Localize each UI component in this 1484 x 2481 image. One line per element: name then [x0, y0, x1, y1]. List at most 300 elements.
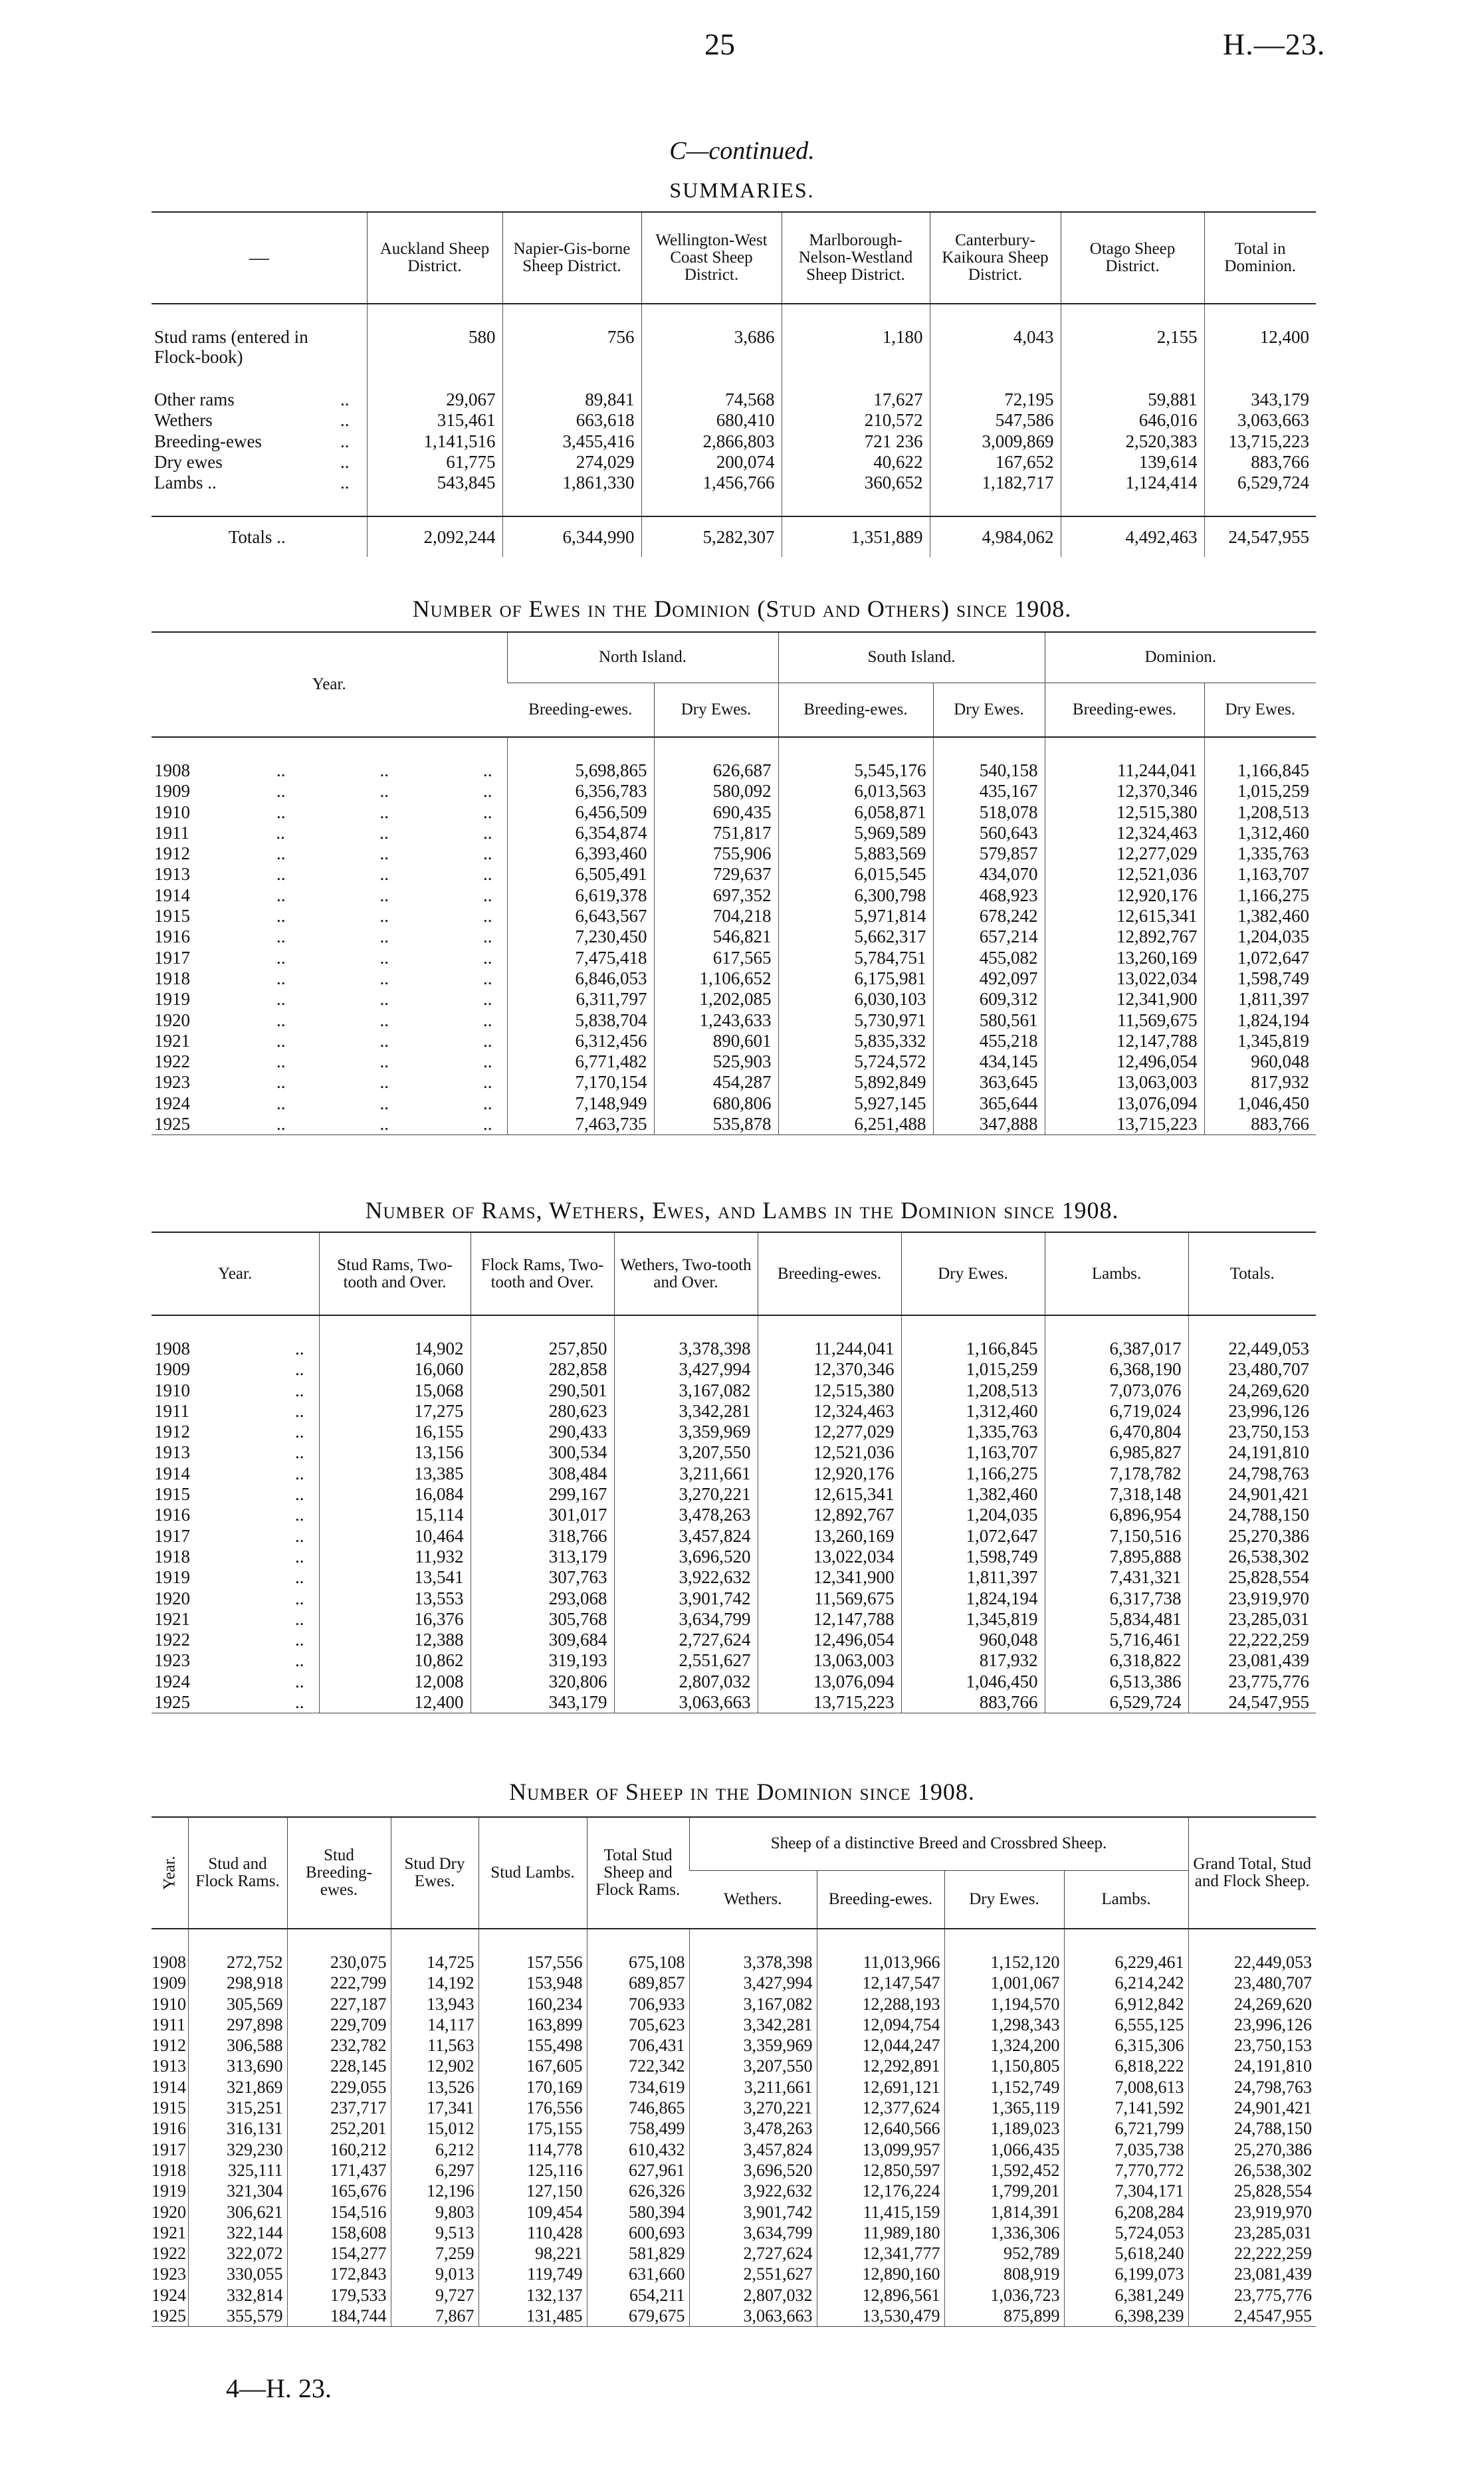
- value-cell: 59,881: [1061, 389, 1204, 410]
- table-row: [152, 760, 1316, 781]
- value-cell: 72,195: [930, 389, 1061, 410]
- value-cell: 468,923: [933, 885, 1045, 906]
- value-cell: 12,691,121: [817, 2077, 944, 2098]
- value-cell: 3,427,994: [689, 1973, 817, 1993]
- value-cell: 12,044,247: [817, 2035, 944, 2056]
- value-cell: 167,652: [930, 452, 1061, 473]
- value-cell: 17,275: [319, 1401, 471, 1422]
- value-cell: 1,163,707: [901, 1442, 1045, 1463]
- year-cell: [152, 1609, 319, 1630]
- value-cell: 5,834,481: [1045, 1609, 1188, 1630]
- value-cell: 704,218: [654, 906, 778, 926]
- value-cell: 22,449,053: [1188, 1952, 1316, 1973]
- leader-dots: ..: [340, 410, 350, 431]
- empty-cell: [1188, 1929, 1316, 1952]
- year-cell: [152, 1339, 319, 1359]
- ewes-table: [152, 631, 1316, 1135]
- value-cell: 6,985,827: [1045, 1442, 1188, 1463]
- leader-dots: ..: [483, 760, 492, 780]
- total-cell: 4,492,463: [1061, 516, 1204, 557]
- value-cell: 6,229,461: [1064, 1952, 1188, 1973]
- value-cell: 6,818,222: [1064, 2056, 1188, 2076]
- value-cell: 316,131: [188, 2118, 287, 2139]
- value-cell: 3,342,281: [614, 1401, 758, 1422]
- year-cell: [152, 2181, 188, 2201]
- value-cell: 3,211,661: [689, 2077, 817, 2098]
- value-cell: 6,387,017: [1045, 1339, 1188, 1359]
- value-cell: 2,727,624: [689, 2243, 817, 2264]
- leader-dots: ..: [483, 885, 492, 905]
- empty-cell: [152, 1315, 319, 1339]
- leader-dots: ..: [295, 1608, 304, 1629]
- value-cell: 321,304: [188, 2181, 287, 2201]
- value-cell: 24,269,620: [1188, 1380, 1316, 1401]
- value-cell: 12,515,380: [758, 1380, 901, 1401]
- empty-cell: [1188, 1315, 1316, 1339]
- empty-cell: [778, 737, 933, 760]
- value-cell: 179,533: [287, 2285, 391, 2306]
- value-cell: 1,814,391: [944, 2202, 1064, 2222]
- value-cell: 23,919,970: [1188, 2202, 1316, 2222]
- value-cell: 61,775: [367, 452, 502, 473]
- value-cell: 132,137: [478, 2285, 587, 2306]
- leader-dots: ..: [379, 822, 389, 843]
- value-cell: 3,378,398: [689, 1952, 817, 1973]
- value-cell: 14,902: [319, 1339, 471, 1359]
- leader-dots: ..: [295, 1380, 304, 1400]
- value-cell: 329,230: [188, 2139, 287, 2160]
- leader-dots: ..: [295, 1692, 304, 1713]
- value-cell: 755,906: [654, 843, 778, 864]
- value-cell: 1,036,723: [944, 2285, 1064, 2306]
- empty-cell: [502, 493, 641, 516]
- table-row: [152, 823, 1316, 843]
- value-cell: 11,415,159: [817, 2202, 944, 2222]
- value-cell: 1,598,749: [901, 1547, 1045, 1567]
- leader-dots: ..: [379, 989, 389, 1010]
- value-cell: 690,435: [654, 802, 778, 823]
- sub-header: Breeding-ewes.: [507, 683, 654, 737]
- year-header: Year.: [152, 632, 507, 737]
- year-label: 1918: [154, 1546, 190, 1566]
- value-cell: 960,048: [901, 1630, 1045, 1650]
- leader-dots: ..: [276, 1072, 286, 1093]
- value-cell: 12,902: [391, 2056, 478, 2076]
- value-cell: 10,464: [319, 1526, 471, 1547]
- empty-cell: [367, 304, 502, 327]
- value-cell: 680,806: [654, 1093, 778, 1114]
- value-cell: 6,212: [391, 2139, 478, 2160]
- leader-dots: ..: [379, 781, 389, 802]
- leader-dots: ..: [379, 947, 389, 968]
- value-cell: 347,888: [933, 1114, 1045, 1135]
- col-header: Marlborough-Nelson-Westland Sheep District.: [782, 212, 930, 304]
- value-cell: 11,013,966: [817, 1952, 944, 1973]
- value-cell: 16,155: [319, 1422, 471, 1442]
- value-cell: 14,117: [391, 2014, 478, 2035]
- value-cell: 11,563: [391, 2035, 478, 2056]
- value-cell: 12,640,566: [817, 2118, 944, 2139]
- value-cell: 12,094,754: [817, 2014, 944, 2035]
- table-row: [152, 389, 1316, 410]
- value-cell: 5,724,572: [778, 1051, 933, 1072]
- year-cell: [152, 2285, 188, 2306]
- value-cell: 1,824,194: [1204, 1010, 1316, 1031]
- value-cell: 7,304,171: [1064, 2181, 1188, 2201]
- year-label: 1908: [152, 1953, 186, 1972]
- leader-dots: ..: [276, 1010, 286, 1030]
- value-cell: 3,455,416: [502, 431, 641, 452]
- table-row: [152, 843, 1316, 864]
- empty-cell: [152, 737, 507, 760]
- empty-cell: [188, 1929, 287, 1952]
- value-cell: 7,035,738: [1064, 2139, 1188, 2160]
- value-cell: 13,526: [391, 2077, 478, 2098]
- value-cell: 1,592,452: [944, 2160, 1064, 2181]
- value-cell: 13,260,169: [758, 1526, 901, 1547]
- value-cell: 1,166,275: [901, 1463, 1045, 1484]
- value-cell: 746,865: [587, 2098, 689, 2118]
- empty-cell: [587, 1929, 689, 1952]
- leader-dots: ..: [483, 947, 492, 968]
- year-label: 1912: [154, 1422, 190, 1442]
- leader-dots: ..: [379, 843, 389, 864]
- value-cell: 330,055: [188, 2264, 287, 2284]
- value-cell: 12,615,341: [758, 1484, 901, 1505]
- year-cell: [152, 1994, 188, 2014]
- year-label: 1914: [152, 2077, 186, 2097]
- year-label: 1922: [154, 1051, 190, 1072]
- leader-dots: ..: [295, 1567, 304, 1588]
- value-cell: 13,715,223: [1204, 431, 1316, 452]
- value-cell: 3,063,663: [689, 2306, 817, 2327]
- value-cell: 23,996,126: [1188, 1401, 1316, 1422]
- value-cell: 11,569,675: [758, 1588, 901, 1609]
- value-cell: 298,918: [188, 1973, 287, 1993]
- value-cell: 26,538,302: [1188, 2160, 1316, 2181]
- value-cell: 127,150: [478, 2181, 587, 2201]
- value-cell: 6,312,456: [507, 1031, 654, 1051]
- value-cell: 3,427,994: [614, 1359, 758, 1380]
- year-label: 1917: [154, 947, 190, 968]
- value-cell: 12,892,767: [758, 1505, 901, 1525]
- value-cell: 3,342,281: [689, 2014, 817, 2035]
- empty-cell: [901, 1315, 1045, 1339]
- table-row: [152, 864, 1316, 885]
- year-cell: [152, 2160, 188, 2181]
- value-cell: 305,768: [471, 1609, 614, 1630]
- value-cell: 282,858: [471, 1359, 614, 1380]
- value-cell: 722,342: [587, 2056, 689, 2076]
- value-cell: 13,063,003: [1045, 1072, 1204, 1093]
- year-label: 1910: [154, 1380, 190, 1400]
- value-cell: 300,534: [471, 1442, 614, 1463]
- value-cell: 306,621: [188, 2202, 287, 2222]
- value-cell: 13,076,094: [1045, 1093, 1204, 1114]
- year-cell: [152, 1463, 319, 1484]
- table-row: [152, 1051, 1316, 1072]
- value-cell: 1,106,652: [654, 968, 778, 989]
- value-cell: 2,727,624: [614, 1630, 758, 1650]
- value-cell: 23,919,970: [1188, 1588, 1316, 1609]
- table-row: [152, 2014, 1316, 2035]
- col-header: Dry Ewes.: [901, 1232, 1045, 1315]
- value-cell: 23,775,776: [1188, 2285, 1316, 2306]
- value-cell: 1,456,766: [641, 473, 782, 493]
- value-cell: 228,145: [287, 2056, 391, 2076]
- year-cell: [152, 823, 507, 843]
- year-cell: [152, 1588, 319, 1609]
- value-cell: 23,081,439: [1188, 2264, 1316, 2284]
- value-cell: 1,194,570: [944, 1994, 1064, 2014]
- year-cell: [152, 1380, 319, 1401]
- empty-cell: [1045, 1315, 1188, 1339]
- sheep-table: [152, 1816, 1316, 2327]
- rams-table-title: Number of Rams, Wethers, Ewes, and Lambs in the Dominion since 1908.: [365, 1197, 1119, 1224]
- value-cell: 5,835,332: [778, 1031, 933, 1051]
- value-cell: 110,428: [478, 2222, 587, 2243]
- value-cell: 360,652: [782, 473, 930, 493]
- value-cell: 322,072: [188, 2243, 287, 2264]
- table-row: [152, 2160, 1316, 2181]
- value-cell: 3,922,632: [689, 2181, 817, 2201]
- value-cell: 875,899: [944, 2306, 1064, 2327]
- value-cell: 2,807,032: [689, 2285, 817, 2306]
- value-cell: 617,565: [654, 948, 778, 968]
- value-cell: 332,814: [188, 2285, 287, 2306]
- value-cell: 13,076,094: [758, 1672, 901, 1692]
- year-label: 1910: [152, 1994, 186, 2014]
- value-cell: 6,214,242: [1064, 1973, 1188, 1993]
- value-cell: 6,381,249: [1064, 2285, 1188, 2306]
- row-label: Wethers: [154, 410, 213, 431]
- value-cell: 89,841: [502, 389, 641, 410]
- row-label-wrap: [154, 473, 360, 493]
- value-cell: 6,251,488: [778, 1114, 933, 1135]
- leader-dots: ..: [379, 885, 389, 905]
- value-cell: 24,788,150: [1188, 1505, 1316, 1525]
- value-cell: 13,943: [391, 1994, 478, 2014]
- year-cell: [152, 1442, 319, 1463]
- col-header: Stud Dry Ewes.: [391, 1817, 478, 1929]
- leader-dots: ..: [379, 864, 389, 885]
- value-cell: 3,457,824: [689, 2139, 817, 2160]
- leader-dots: ..: [340, 473, 350, 493]
- value-cell: 6,015,545: [778, 864, 933, 885]
- value-cell: 23,996,126: [1188, 2014, 1316, 2035]
- year-label: 1911: [154, 1400, 189, 1421]
- year-cell: [152, 2056, 188, 2076]
- value-cell: 12,400: [319, 1692, 471, 1713]
- value-cell: 7,170,154: [507, 1072, 654, 1093]
- value-cell: 7,318,148: [1045, 1484, 1188, 1505]
- value-cell: 16,376: [319, 1609, 471, 1630]
- value-cell: 11,932: [319, 1547, 471, 1567]
- value-cell: 12,515,380: [1045, 802, 1204, 823]
- leader-dots: ..: [340, 389, 350, 409]
- value-cell: 210,572: [782, 410, 930, 431]
- empty-cell: [391, 1929, 478, 1952]
- value-cell: 24,798,763: [1188, 2077, 1316, 2098]
- table-row: [152, 1484, 1316, 1505]
- value-cell: 365,644: [933, 1093, 1045, 1114]
- year-label: 1913: [154, 1442, 190, 1463]
- value-cell: 7,008,613: [1064, 2077, 1188, 2098]
- year-cell: [152, 1650, 319, 1671]
- leader-dots: ..: [276, 926, 286, 947]
- value-cell: 12,008: [319, 1672, 471, 1692]
- value-cell: 158,608: [287, 2222, 391, 2243]
- year-label: 1924: [152, 2285, 186, 2305]
- sub-header: Breeding-ewes.: [1045, 683, 1204, 737]
- value-cell: 580,561: [933, 1010, 1045, 1031]
- value-cell: 24,547,955: [1188, 1692, 1316, 1713]
- value-cell: 355,579: [188, 2306, 287, 2327]
- table-row: [152, 2202, 1316, 2222]
- value-cell: 22,222,259: [1188, 2243, 1316, 2264]
- col-header: Total Stud Sheep and Flock Rams.: [587, 1817, 689, 1929]
- value-cell: 12,147,547: [817, 1973, 944, 1993]
- value-cell: 3,901,742: [689, 2202, 817, 2222]
- value-cell: 1,166,845: [1204, 760, 1316, 781]
- value-cell: 547,586: [930, 410, 1061, 431]
- value-cell: 184,744: [287, 2306, 391, 2327]
- value-cell: 678,242: [933, 906, 1045, 926]
- col-header: Totals.: [1188, 1232, 1316, 1315]
- value-cell: 200,074: [641, 452, 782, 473]
- empty-cell: [782, 304, 930, 327]
- value-cell: 817,932: [901, 1650, 1045, 1671]
- year-cell: [152, 1692, 319, 1713]
- value-cell: 343,179: [471, 1692, 614, 1713]
- year-cell: [152, 2014, 188, 2035]
- leader-dots: ..: [276, 1093, 286, 1113]
- year-cell: [152, 843, 507, 864]
- value-cell: 309,684: [471, 1630, 614, 1650]
- empty-cell: [641, 304, 782, 327]
- table-row: [152, 781, 1316, 802]
- year-cell: [152, 1973, 188, 1993]
- value-cell: 23,480,707: [1188, 1359, 1316, 1380]
- value-cell: 154,516: [287, 2202, 391, 2222]
- empty-cell: [1064, 1929, 1188, 1952]
- value-cell: 13,099,957: [817, 2139, 944, 2160]
- value-cell: 6,896,954: [1045, 1505, 1188, 1525]
- sub-header: Breeding-ewes.: [817, 1870, 944, 1929]
- value-cell: 7,141,592: [1064, 2098, 1188, 2118]
- value-cell: 98,221: [478, 2243, 587, 2264]
- table-row: [152, 1359, 1316, 1380]
- summaries-title: SUMMARIES.: [669, 178, 815, 202]
- value-cell: 3,359,969: [614, 1422, 758, 1442]
- table-row: [152, 1072, 1316, 1093]
- table-row: [152, 802, 1316, 823]
- value-cell: 5,838,704: [507, 1010, 654, 1031]
- sub-header: Dry Ewes.: [944, 1870, 1064, 1929]
- year-cell: [152, 1526, 319, 1547]
- value-cell: 3,457,824: [614, 1526, 758, 1547]
- spacer-row: [152, 737, 1316, 760]
- group-header: North Island.: [507, 632, 778, 683]
- value-cell: 1,811,397: [1204, 989, 1316, 1010]
- leader-dots: ..: [295, 1484, 304, 1505]
- value-cell: 290,501: [471, 1380, 614, 1401]
- value-cell: 10,862: [319, 1650, 471, 1671]
- leader-dots: ..: [276, 781, 286, 802]
- value-cell: 176,556: [478, 2098, 587, 2118]
- group-header: Dominion.: [1045, 632, 1316, 683]
- table-row: [152, 2285, 1316, 2306]
- value-cell: 7,895,888: [1045, 1547, 1188, 1567]
- value-cell: 13,553: [319, 1588, 471, 1609]
- value-cell: 455,082: [933, 948, 1045, 968]
- value-cell: 12,341,900: [758, 1567, 901, 1588]
- value-cell: 883,766: [1204, 1114, 1316, 1135]
- value-cell: 23,285,031: [1188, 2222, 1316, 2243]
- table-row: [152, 926, 1316, 947]
- table-row: [152, 1031, 1316, 1051]
- value-cell: 2,155: [1061, 327, 1204, 389]
- value-cell: 4,043: [930, 327, 1061, 389]
- value-cell: 307,763: [471, 1567, 614, 1588]
- value-cell: 3,009,869: [930, 431, 1061, 452]
- value-cell: 6,643,567: [507, 906, 654, 926]
- empty-cell: [507, 737, 654, 760]
- value-cell: 5,724,053: [1064, 2222, 1188, 2243]
- value-cell: 1,324,200: [944, 2035, 1064, 2056]
- year-label: 1923: [154, 1650, 190, 1671]
- value-cell: 6,318,822: [1045, 1650, 1188, 1671]
- value-cell: 697,352: [654, 885, 778, 906]
- value-cell: 3,922,632: [614, 1567, 758, 1588]
- col-header: Napier-Gis-borne Sheep District.: [502, 212, 641, 304]
- sub-header: Dry Ewes.: [654, 683, 778, 737]
- year-label: 1925: [154, 1692, 190, 1713]
- table-row: [152, 2243, 1316, 2264]
- spacer-row: [152, 1315, 1316, 1339]
- value-cell: 24,798,763: [1188, 1463, 1316, 1484]
- value-cell: 6,208,284: [1064, 2202, 1188, 2222]
- value-cell: 3,359,969: [689, 2035, 817, 2056]
- value-cell: 756: [502, 327, 641, 389]
- year-label: 1909: [152, 1973, 186, 1993]
- value-cell: 163,899: [478, 2014, 587, 2035]
- group-header: Sheep of a distinctive Breed and Crossbred Sheep.: [689, 1817, 1188, 1870]
- year-cell: [152, 1114, 507, 1135]
- continued-label: C—continued.: [669, 137, 815, 165]
- value-cell: 12,896,561: [817, 2285, 944, 2306]
- leader-dots: ..: [276, 968, 286, 988]
- value-cell: 26,538,302: [1188, 1547, 1316, 1567]
- value-cell: 7,148,949: [507, 1093, 654, 1114]
- value-cell: 109,454: [478, 2202, 587, 2222]
- value-cell: 6,175,981: [778, 968, 933, 989]
- value-cell: 6,199,073: [1064, 2264, 1188, 2284]
- year-label: 1925: [152, 2306, 186, 2326]
- value-cell: 1,365,119: [944, 2098, 1064, 2118]
- col-header: Otago Sheep District.: [1061, 212, 1204, 304]
- value-cell: 1,382,460: [901, 1484, 1045, 1505]
- leader-dots: ..: [276, 864, 286, 885]
- value-cell: 160,212: [287, 2139, 391, 2160]
- value-cell: 560,643: [933, 823, 1045, 843]
- value-cell: 23,775,776: [1188, 1672, 1316, 1692]
- table-row: [152, 2139, 1316, 2160]
- year-cell: [152, 948, 507, 968]
- value-cell: 13,063,003: [758, 1650, 901, 1671]
- empty-cell: [1061, 304, 1204, 327]
- document-reference: H.—23.: [1223, 27, 1326, 61]
